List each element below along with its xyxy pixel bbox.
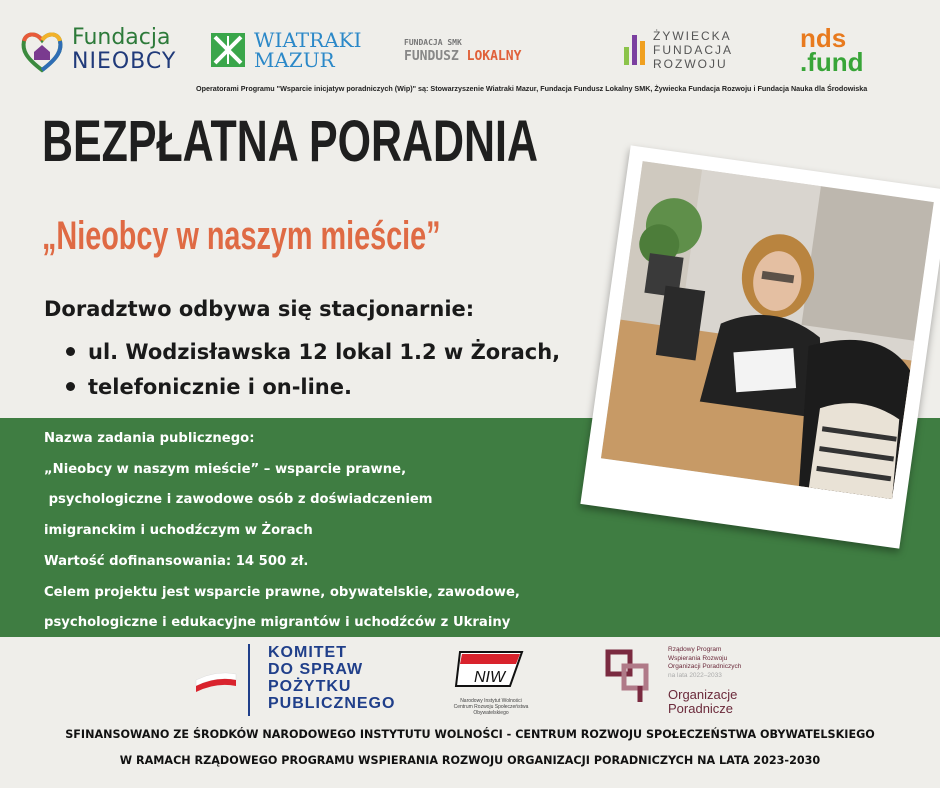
rozwoju-label: ROZWOJU xyxy=(653,57,728,71)
program-line: na lata 2022–2033 xyxy=(668,671,722,679)
fundusz-label: FUNDUSZ xyxy=(404,49,459,64)
niw-mark: NIW xyxy=(474,669,506,686)
bullet-icon xyxy=(66,347,75,356)
bullet-icon xyxy=(66,382,75,391)
info-list xyxy=(66,335,560,405)
nds-fund-logo xyxy=(800,22,864,78)
komitet-line: PUBLICZNEGO xyxy=(268,695,396,712)
organizacje-poradnicze-logo xyxy=(604,646,784,718)
fundacja-nieobcy-logo xyxy=(18,22,176,78)
fundacja-label: Fundacja xyxy=(72,25,171,50)
photo-polaroid xyxy=(580,145,940,548)
details-line: Nazwa zadania publicznego: xyxy=(44,431,255,446)
details-line: psychologiczne i zawodowe osób z doświadczeniem xyxy=(44,492,433,508)
fundacja-label: FUNDACJA xyxy=(653,43,734,57)
wiatraki-mazur-logo xyxy=(210,22,362,78)
fundacja-smk-label: FUNDACJA SMK xyxy=(404,38,462,47)
zywiecka-fundacja-logo xyxy=(624,22,733,78)
komitet-line: KOMITET xyxy=(268,644,347,661)
footer-program-line: W RAMACH RZĄDOWEGO PROGRAMU WSPIERANIA ROZWOJU ORGANIZACJI PORADNICZYCH NA LATA 2023-2030 xyxy=(119,754,821,767)
lokalny-label: LOKALNY xyxy=(466,49,522,64)
details-line: „Nieobcy w naszym mieście” – wsparcie prawne, xyxy=(44,461,407,477)
niw-name: Narodowy Instytut Wolności xyxy=(460,698,522,704)
nieobcy-label: NIEOBCY xyxy=(72,49,177,74)
niw-mark-icon xyxy=(448,646,534,694)
poradnicze-label: Poradnicze xyxy=(668,701,734,716)
windmill-icon xyxy=(210,32,246,68)
info-heading: Doradztwo odbywa się stacjonarnie: xyxy=(44,297,475,321)
details-text xyxy=(44,424,604,639)
wiatraki-label: WIATRAKI xyxy=(254,28,362,52)
nds-label: nds xyxy=(800,23,847,53)
komitet-line: DO SPRAW xyxy=(268,661,364,678)
page-title: BEZPŁATNA PORADNIA xyxy=(42,109,538,174)
komitet-logo xyxy=(248,644,395,716)
details-line: imigranckim i uchodźczym w Żorach xyxy=(44,523,313,539)
organizacje-label: Organizacje xyxy=(668,687,738,702)
mazur-label: MAZUR xyxy=(254,48,335,72)
page-subtitle: „Nieobcy w naszym mieście” xyxy=(42,214,441,258)
niw-sub: Centrum Rozwoju Społeczeństwa Obywatelskiego xyxy=(453,704,529,716)
program-line: Organizacji Poradniczych xyxy=(668,663,742,670)
niw-logo xyxy=(448,646,534,718)
consultation-photo xyxy=(601,161,934,499)
fundusz-lokalny-logo xyxy=(404,22,521,78)
list-item: telefonicznie i on-line. xyxy=(66,370,560,405)
program-line: Rządowy Program xyxy=(668,646,722,653)
details-line: Wartość dofinansowania: 14 500 zł. xyxy=(44,553,309,569)
footer-funding-line: SFINANSOWANO ZE ŚRODKÓW NARODOWEGO INSTYTUTU WOLNOŚCI - CENTRUM ROZWOJU SPOŁECZEŃSTWA OBYWATELSKIEGO xyxy=(65,728,875,741)
bars-icon xyxy=(624,35,645,65)
komitet-line: POŻYTKU xyxy=(268,678,352,695)
details-line: psychologiczne i edukacyjne migrantów i uchodźców z Ukrainy xyxy=(44,615,511,631)
details-line: Celem projektu jest wsparcie prawne, obywatelskie, zawodowe, xyxy=(44,584,520,600)
program-line: Wspierania Rozwoju xyxy=(668,654,728,662)
zywiecka-label: ŻYWIECKA xyxy=(653,29,732,43)
list-item: ul. Wodzisławska 12 lokal 1.2 w Żorach, xyxy=(66,335,560,370)
program-icon xyxy=(604,646,660,706)
operators-note: Operatorami Programu "Wsparcie inicjatyw poradniczych (Wip)" są: Stowarzyszenie Wiatraki Mazur, Fundacja Fundusz Lokalny SMK, Żywiecka Fundacja Rozwoju i Fundacja Nauka dla Środowiska xyxy=(196,84,868,93)
fund-label: .fund xyxy=(800,47,864,77)
heart-house-icon xyxy=(18,26,66,74)
